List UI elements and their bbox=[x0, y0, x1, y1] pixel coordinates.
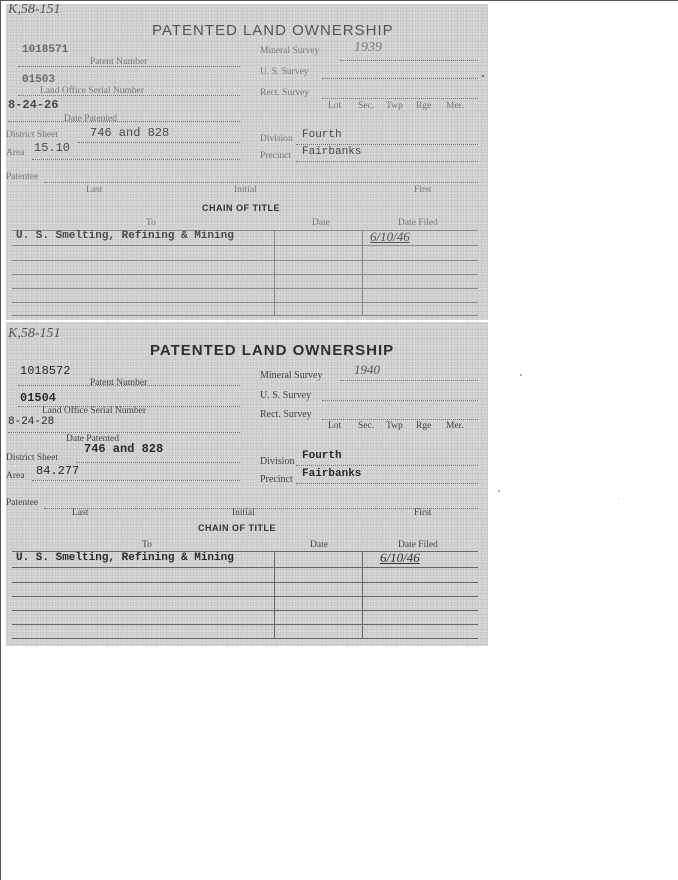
district-sheet-value: 746 and 828 bbox=[84, 442, 164, 456]
patentee-initial-label: Initial bbox=[234, 185, 257, 195]
district-sheet-label: District Sheet bbox=[6, 130, 58, 140]
patentee-last-label: Last bbox=[72, 508, 89, 518]
column-date-header: Date bbox=[310, 540, 328, 550]
twp-label: Twp bbox=[386, 101, 403, 111]
patent-number-value: 1018572 bbox=[20, 364, 71, 378]
rge-label: Rge bbox=[416, 101, 432, 111]
us-survey-label: U. S. Survey bbox=[260, 67, 309, 77]
patent-number-label: Patent Number bbox=[90, 57, 148, 67]
division-value: Fourth bbox=[302, 129, 342, 141]
twp-label: Twp bbox=[386, 421, 403, 431]
ownership-card-2 bbox=[6, 322, 488, 646]
date-patented-label: Date Patented bbox=[66, 434, 120, 444]
precinct-label: Precinct bbox=[260, 151, 292, 161]
serial-number-label: Land Office Serial Number bbox=[40, 86, 145, 96]
file-reference: K,58-151 bbox=[8, 326, 61, 341]
ownership-card-1 bbox=[6, 4, 488, 320]
mineral-survey-label: Mineral Survey bbox=[260, 370, 323, 381]
patent-number-value: 1018571 bbox=[22, 44, 69, 56]
chain-entry-date-filed: 6/10/46 bbox=[370, 229, 410, 244]
sec-label: Sec. bbox=[358, 421, 375, 431]
division-label: Division bbox=[260, 456, 295, 467]
page-border-top bbox=[0, 0, 678, 1]
mineral-survey-value: 1940 bbox=[354, 362, 380, 377]
district-sheet-value: 746 and 828 bbox=[90, 126, 170, 140]
date-patented-value: 8-24-26 bbox=[8, 98, 59, 112]
chain-entry-to: U. S. Smelting, Refining & Mining bbox=[16, 552, 234, 564]
mer-label: Mer. bbox=[446, 421, 464, 431]
sec-label: Sec. bbox=[358, 101, 375, 111]
patentee-first-label: First bbox=[414, 185, 432, 195]
division-label: Division bbox=[260, 134, 293, 144]
scan-speck bbox=[520, 374, 522, 376]
column-to-header: To bbox=[142, 540, 152, 550]
chain-of-title-heading: CHAIN OF TITLE bbox=[202, 203, 280, 213]
column-date-header: Date bbox=[312, 218, 330, 228]
chain-entry-date-filed: 6/10/46 bbox=[380, 550, 420, 565]
mineral-survey-value: 1939 bbox=[354, 40, 382, 55]
area-value: 84.277 bbox=[36, 464, 80, 478]
us-survey-label: U. S. Survey bbox=[260, 390, 312, 401]
scan-speck bbox=[618, 498, 619, 499]
card-title: PATENTED LAND OWNERSHIP bbox=[150, 342, 395, 359]
chain-of-title-heading: CHAIN OF TITLE bbox=[198, 523, 276, 533]
column-date-filed-header: Date Filed bbox=[398, 540, 438, 550]
patentee-initial-label: Initial bbox=[232, 508, 255, 518]
date-patented-label: Date Patented bbox=[64, 114, 118, 124]
precinct-value: Fairbanks bbox=[302, 146, 362, 158]
column-to-header: To bbox=[146, 218, 156, 228]
mer-label: Mer. bbox=[446, 101, 464, 111]
mineral-survey-label: Mineral Survey bbox=[260, 46, 320, 56]
card-title: PATENTED LAND OWNERSHIP bbox=[152, 22, 394, 39]
patentee-last-label: Last bbox=[86, 185, 103, 195]
division-value: Fourth bbox=[302, 450, 342, 462]
chain-entry-to: U. S. Smelting, Refining & Mining bbox=[16, 230, 234, 242]
district-sheet-label: District Sheet bbox=[6, 453, 58, 463]
patentee-label: Patentee bbox=[6, 498, 39, 508]
serial-number-label: Land Office Serial Number bbox=[42, 406, 147, 416]
lot-label: Lot bbox=[328, 101, 342, 111]
area-value: 15.10 bbox=[34, 141, 71, 155]
patent-number-label: Patent Number bbox=[90, 378, 148, 388]
page-border-left bbox=[0, 0, 1, 880]
area-label: Area bbox=[6, 471, 25, 481]
lot-label: Lot bbox=[328, 421, 342, 431]
column-date-filed-header: Date Filed bbox=[398, 218, 438, 228]
rect-survey-label: Rect. Survey bbox=[260, 409, 312, 420]
precinct-label: Precinct bbox=[260, 474, 293, 485]
rect-survey-label: Rect. Survey bbox=[260, 88, 310, 98]
patentee-first-label: First bbox=[414, 508, 432, 518]
precinct-value: Fairbanks bbox=[302, 468, 362, 480]
area-label: Area bbox=[6, 148, 25, 158]
rge-label: Rge bbox=[416, 421, 432, 431]
scan-speck bbox=[498, 490, 500, 492]
date-patented-value: 8-24-28 bbox=[8, 416, 55, 428]
patentee-label: Patentee bbox=[6, 172, 39, 182]
file-reference: K,58-151 bbox=[8, 2, 61, 17]
serial-number-value: 01503 bbox=[22, 74, 56, 86]
serial-number-value: 01504 bbox=[20, 391, 57, 405]
